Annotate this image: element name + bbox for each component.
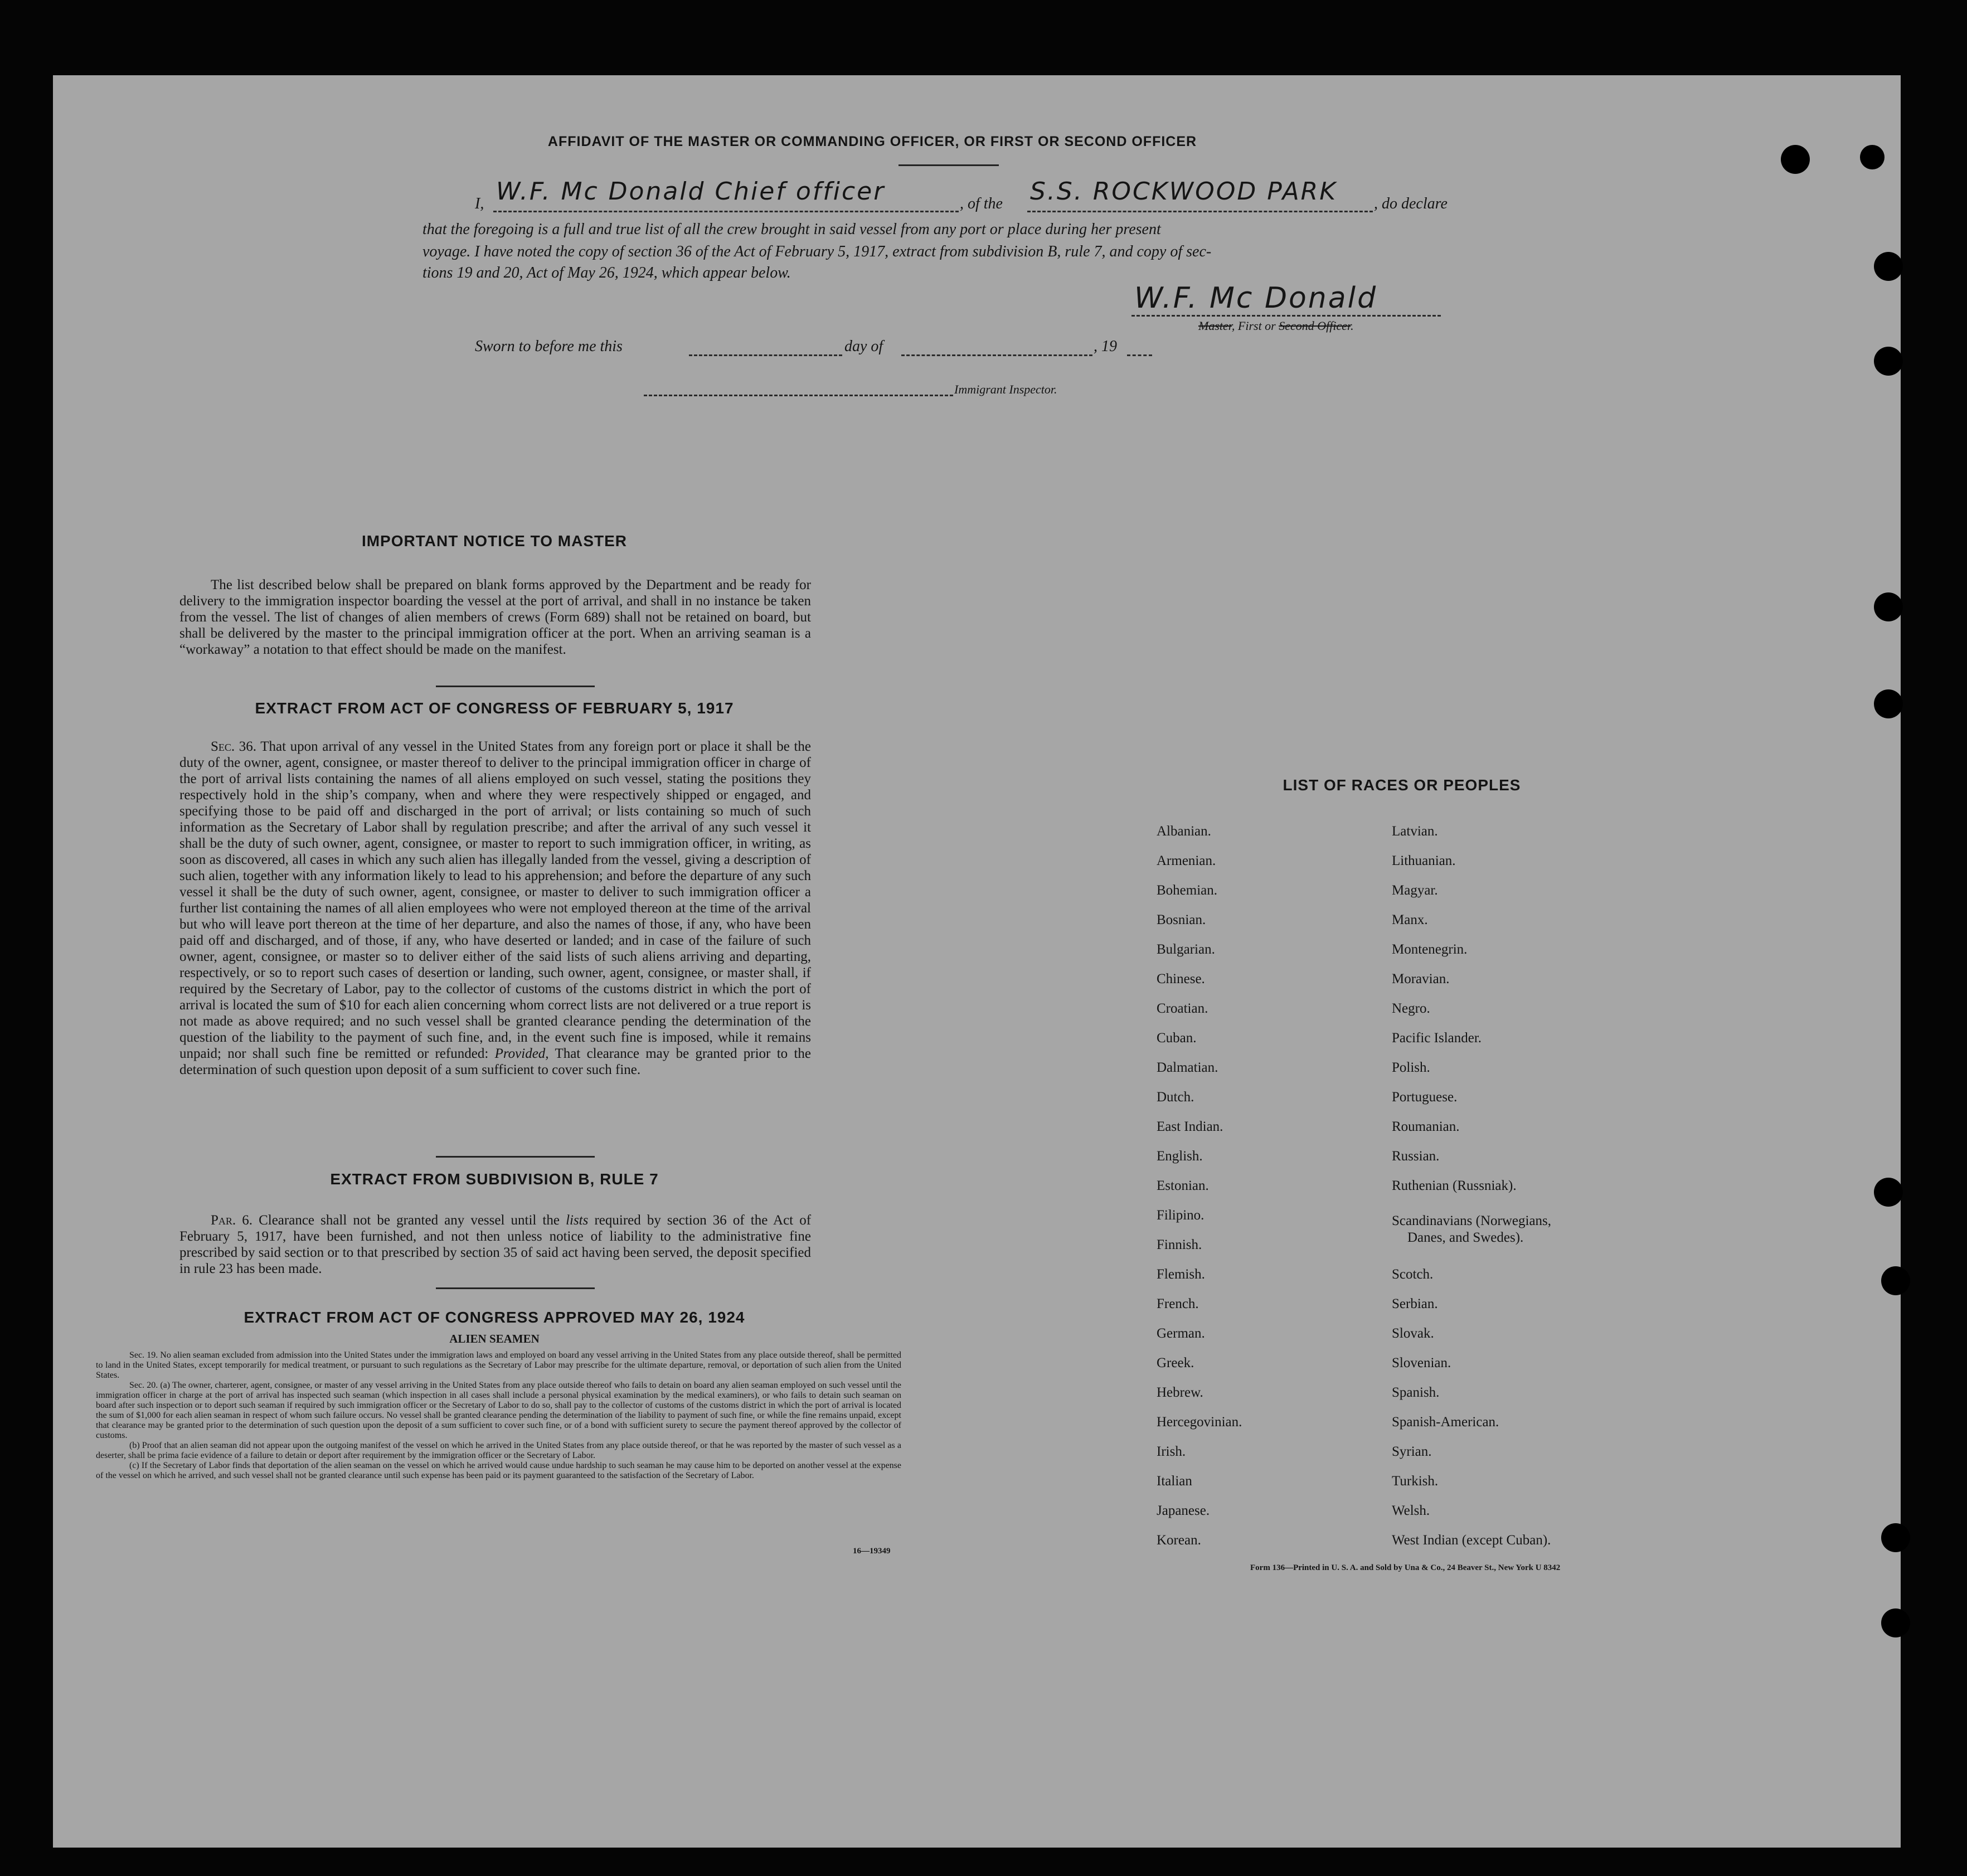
punch-hole — [1881, 1266, 1910, 1295]
provided-word: Provided, — [494, 1046, 549, 1061]
race-item: Greek. — [1157, 1355, 1194, 1370]
race-item: Cuban. — [1157, 1031, 1197, 1046]
act-1917-heading: EXTRACT FROM ACT OF CONGRESS OF FEBRUARY 5, 1917 — [255, 699, 734, 717]
divider — [436, 1287, 595, 1289]
punch-hole — [1781, 145, 1810, 174]
sec-36-label: Sec. 36. — [211, 739, 257, 754]
caption-period: . — [1351, 319, 1354, 333]
day-of-text: day of — [844, 338, 883, 355]
name-line — [493, 211, 959, 212]
race-item: Portuguese. — [1392, 1090, 1458, 1105]
divider — [898, 164, 999, 166]
race-item: Scandinavians (Norwegians, — [1392, 1213, 1552, 1228]
act-1924-body — [96, 1350, 901, 1481]
race-item: Russian. — [1392, 1149, 1440, 1164]
race-item: Chinese. — [1157, 971, 1205, 986]
punch-hole — [1860, 145, 1885, 169]
first-or: , First or — [1231, 319, 1279, 333]
form-footer: Form 136—Printed in U. S. A. and Sold by Una & Co., 24 Beaver St., New York U 8342 — [1250, 1563, 1561, 1572]
punch-hole — [1874, 689, 1903, 718]
race-item: Japanese. — [1157, 1503, 1210, 1518]
sworn-day-line — [689, 354, 842, 356]
lists-word: lists — [566, 1213, 589, 1228]
race-item: Bosnian. — [1157, 912, 1206, 927]
race-item: Estonian. — [1157, 1178, 1209, 1193]
race-item: Danes, and Swedes). — [1407, 1230, 1524, 1245]
punch-hole — [1874, 592, 1903, 621]
race-item: Armenian. — [1157, 853, 1216, 868]
affidavit-line-4: tions 19 and 20, Act of May 26, 1924, which appear below. — [422, 264, 791, 281]
race-item: Filipino. — [1157, 1208, 1205, 1223]
race-item: Montenegrin. — [1392, 942, 1468, 957]
race-item: Korean. — [1157, 1533, 1201, 1548]
affidavit-i: I, — [475, 195, 484, 212]
race-item: Roumanian. — [1392, 1119, 1460, 1134]
race-item: French. — [1157, 1296, 1199, 1311]
race-item: Negro. — [1392, 1001, 1430, 1016]
race-item: Italian — [1157, 1474, 1192, 1489]
race-item: Turkish. — [1392, 1474, 1439, 1489]
race-item: Albanian. — [1157, 824, 1211, 839]
sec-36-tail: That clearance may be granted prior to the determination of such question upon deposit of a sum sufficient to cover such fine. — [179, 1046, 811, 1077]
punch-hole — [1874, 347, 1903, 376]
signature-caption — [1198, 319, 1354, 333]
race-item: Finnish. — [1157, 1237, 1202, 1252]
race-item: East Indian. — [1157, 1119, 1223, 1134]
notice-text: The list described below shall be prepared on blank forms approved by the Department and be ready for delivery to the immigration inspector boarding the vessel at the port of arrival, and shall in no instance be taken from the vessel. The list of changes of alien members of crews (Form 689) shall not be retained on board, but shall be delivered by the master to the principal immigration officer at the port. When an arriving seaman is a “workaway” a notation to that effect should be made on the manifest. — [179, 577, 811, 657]
race-item: West Indian (except Cuban). — [1392, 1533, 1551, 1548]
rule-7-heading: EXTRACT FROM SUBDIVISION B, RULE 7 — [330, 1170, 659, 1188]
race-item: Bulgarian. — [1157, 942, 1215, 957]
race-item: Serbian. — [1392, 1296, 1438, 1311]
sworn-month-line — [901, 354, 1092, 356]
race-item: Dutch. — [1157, 1090, 1194, 1105]
race-item: Dalmatian. — [1157, 1060, 1218, 1075]
race-item: Slovenian. — [1392, 1355, 1451, 1370]
master-struck: Master — [1198, 319, 1232, 333]
notice-heading: IMPORTANT NOTICE TO MASTER — [361, 532, 628, 550]
race-item: Scotch. — [1392, 1267, 1434, 1282]
race-item: Welsh. — [1392, 1503, 1430, 1518]
form-code: 16—19349 — [853, 1547, 891, 1556]
rule-7-text-a: Clearance shall not be granted any vessel until the — [259, 1213, 560, 1228]
race-item: Latvian. — [1392, 824, 1438, 839]
sec-20c-text: (c) If the Secretary of Labor finds that deportation of the alien seaman on the vessel on which he arrived would cause undue hardship to such seaman he may cause him to be deported on another vessel at the expense of the vessel on which he arrived, and such vessel shall not be granted clearance until such expense has been paid or its payment guaranteed to the satisfaction of the Secretary of Labor. — [96, 1461, 901, 1480]
rule-7-text — [179, 1212, 811, 1277]
race-item: Polish. — [1392, 1060, 1430, 1075]
affidavit-line-3: voyage. I have noted the copy of section 36 of the Act of February 5, 1917, extract from subdivision B, rule 7, and copy of sec- — [422, 243, 1212, 260]
race-item: Hebrew. — [1157, 1385, 1203, 1400]
race-item: Syrian. — [1392, 1444, 1432, 1459]
race-item: Spanish. — [1392, 1385, 1440, 1400]
race-item: Lithuanian. — [1392, 853, 1456, 868]
divider — [436, 1156, 595, 1158]
handwritten-vessel: S.S. ROCKWOOD PARK — [1030, 177, 1338, 206]
race-item: Bohemian. — [1157, 883, 1218, 898]
sec-20a-text: Sec. 20. (a) The owner, charterer, agent, consignee, or master of any vessel arriving in the United States from any place outside thereof who fails to detain on board any alien seaman employed on such vessel until the immigration officer in charge at the port of arrival has inspected such seaman (which inspection in all cases shall include a personal physical examination by the medical examiners), or who fails to detain such seaman on board after such inspection or to deport such seaman if required by such immigration officer or the Secretary of Labor to do so, shall pay to the collector of customs of the customs district in which the port of arrival is located the sum of $1,000 for each alien seaman in respect of whom such failure occurs. No vessel shall be granted clearance pending the determination of the liability to payment of such fine, or while the fine remains unpaid, except that clearance may be granted prior to the determination of such question upon the deposit of a sum sufficient to cover such fine, or of a bond with sufficient surety to secure the payment thereof approved by the collector of customs. — [96, 1381, 901, 1440]
race-item: Croatian. — [1157, 1001, 1208, 1016]
race-item: Pacific Islander. — [1392, 1031, 1482, 1046]
signature-line — [1131, 315, 1441, 317]
act-1917-text — [179, 738, 811, 1078]
handwritten-name: W.F. Mc Donald Chief officer — [496, 177, 886, 206]
races-heading: LIST OF RACES OR PEOPLES — [1283, 776, 1521, 794]
year-prefix: , 19 — [1094, 338, 1117, 355]
race-item: German. — [1157, 1326, 1205, 1341]
sec-19-text: Sec. 19. No alien seaman excluded from admission into the United States under the immigration laws and employed on board any vessel arriving in the United States from any place outside thereof, shall be permitted to land in the United States, except temporarily for medical treatment, or pursuant to such regulations as the Secretary of Labor may prescribe for the ultimate departure, removal, or deportation of such alien from the United States. — [96, 1350, 901, 1380]
sec-20b-text: (b) Proof that an alien seaman did not appear upon the outgoing manifest of the vessel on which he arrived in the United States from any place outside thereof, or that he was reported by the master of such vessel as a deserter, shall be prima facie evidence of a failure to detain or deport after requirement by the immigration officer or the Secretary of Labor. — [96, 1441, 901, 1460]
divider — [436, 686, 595, 687]
race-item: Spanish-American. — [1392, 1415, 1499, 1430]
sec-36-body: That upon arrival of any vessel in the United States from any foreign port or place it shall be the duty of the owner, agent, consignee, or master thereof to deliver to the principal immigration officer in charge of the port of arrival lists containing the names of all aliens employed on such vessel, stating the positions they respectively hold in the ship’s company, when and where they were respectively shipped or engaged, and specifying those to be paid off and discharged in the port of arrival; or lists containing so much of such information as the Secretary of Labor shall by regulation prescribe; and after the arrival of any such vessel it shall be the duty of such owner, agent, consignee, or master to report to such immigration officer, in writing, as soon as discovered, all cases in which any such alien has illegally landed from the vessel, giving a description of such alien, together with any information likely to lead to his apprehension; and before the departure of any such vessel it shall be the duty of such owner, agent, consignee, or master to deliver to such immigration officer a further list containing the names of all alien employees who were not employed thereon at the time of the arrival but who will leave port thereon at the time of her departure, and also the names of those, if any, who have been paid off and discharged, and of those, if any, who have deserted or landed; and in case of the failure of such owner, agent, consignee, or master so to deliver either of the said lists of such aliens arriving and departing, respectively, or so to report such cases of desertion or landing, such owner, agent, consignee, or master shall, if required by the Secretary of Labor, pay to the collector of customs of the customs district in which the port of arrival is located the sum of $10 for each alien concerning whom correct lists are not delivered or a true report is not made as above required; and no such vessel shall be granted clearance pending the determination of the question of the liability to the payment of such fine, and, in the event such fine is imposed, while it remains unpaid; nor shall such fine be remitted or refunded: — [179, 739, 811, 1061]
sworn-text: Sworn to before me this — [475, 338, 623, 355]
race-item: Flemish. — [1157, 1267, 1205, 1282]
race-item: Slovak. — [1392, 1326, 1434, 1341]
race-item: Moravian. — [1392, 971, 1450, 986]
sworn-year-line — [1127, 354, 1152, 356]
affidavit-title: AFFIDAVIT OF THE MASTER OR COMMANDING OFFICER, OR FIRST OR SECOND OFFICER — [547, 134, 1197, 149]
race-item: Hercegovinian. — [1157, 1415, 1242, 1430]
race-item: English. — [1157, 1149, 1203, 1164]
inspector-label: Immigrant Inspector. — [954, 382, 1057, 396]
of-the-text: , of the — [960, 195, 1003, 212]
signature: W.F. Mc Donald — [1134, 281, 1378, 315]
punch-hole — [1874, 252, 1903, 281]
race-item: Manx. — [1392, 912, 1428, 927]
punch-hole — [1881, 1523, 1910, 1552]
do-declare-text: , do declare — [1374, 195, 1448, 212]
punch-hole — [1874, 1178, 1903, 1207]
inspector-line — [644, 395, 953, 396]
par-6-label: Par. 6. — [211, 1213, 252, 1228]
punch-hole — [1881, 1608, 1910, 1637]
race-item: Ruthenian (Russniak). — [1392, 1178, 1517, 1193]
rule-7-text-b: required by section 36 of the Act of February 5, 1917, have been furnished, and not then unless notice of liability to the administrative fine prescribed by said section or to that prescribed by section 35 of said act having been served, the deposit specified in rule 23 has been made. — [179, 1213, 812, 1276]
vessel-line — [1027, 211, 1373, 212]
alien-seamen-subheading: ALIEN SEAMEN — [449, 1332, 540, 1345]
race-item: Irish. — [1157, 1444, 1186, 1459]
second-officer-struck: Second Officer — [1279, 319, 1351, 333]
race-item: Magyar. — [1392, 883, 1438, 898]
act-1924-heading: EXTRACT FROM ACT OF CONGRESS APPROVED MAY 26, 1924 — [244, 1309, 745, 1326]
affidavit-line-2: that the foregoing is a full and true list of all the crew brought in said vessel from any port or place during her present — [422, 221, 1161, 238]
